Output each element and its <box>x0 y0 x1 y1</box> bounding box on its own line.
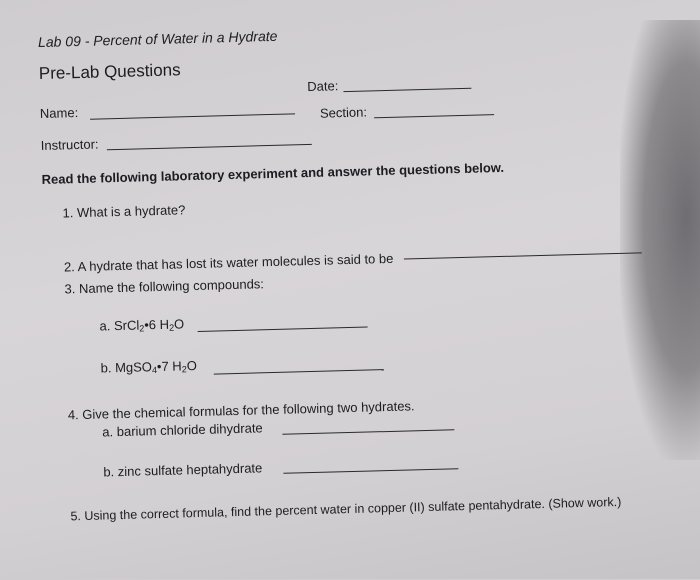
item-letter: a. <box>102 424 114 440</box>
q4-item-b <box>103 460 262 479</box>
item-letter: b. <box>103 464 115 480</box>
question-number: 5. <box>70 509 82 524</box>
name-field[interactable] <box>90 113 295 119</box>
question-2 <box>64 251 394 275</box>
date-field[interactable] <box>343 88 471 92</box>
question-text: A hydrate that has lost its water molecules is said to be <box>77 250 394 275</box>
question-number: 1. <box>62 205 74 221</box>
q4a-answer-line[interactable] <box>282 429 454 435</box>
q2-answer-line[interactable] <box>404 252 642 259</box>
item-text: barium chloride dihydrate <box>116 420 263 440</box>
section-label: Section: <box>319 104 368 121</box>
question-number: 2. <box>63 259 75 275</box>
q4-item-a <box>102 420 263 439</box>
formula: MgSO$_4$•7 $H_2O$ <box>114 358 198 376</box>
question-number: 3. <box>64 281 76 297</box>
question-text: Using the correct formula, find the percent water in copper (II) sulfate pentahydrate. (Show work.) <box>84 494 622 523</box>
q3-item-a <box>99 316 184 334</box>
question-1 <box>62 202 185 220</box>
q3-item-b <box>100 358 197 377</box>
question-text: What is a hydrate? <box>76 202 186 221</box>
instructor-label: Instructor: <box>40 136 99 154</box>
section-field[interactable] <box>374 114 494 118</box>
q3b-answer-line[interactable] <box>214 369 384 374</box>
instructor-field[interactable] <box>107 144 312 150</box>
name-label: Name: <box>39 105 79 122</box>
q3a-answer-line[interactable] <box>198 327 368 332</box>
question-4 <box>68 398 415 422</box>
question-3 <box>64 276 264 296</box>
question-text: Name the following compounds: <box>78 276 265 297</box>
question-number: 4. <box>67 407 79 423</box>
question-5 <box>70 495 621 523</box>
lab-title: Lab 09 - Percent of Water in a Hydrate <box>37 27 278 51</box>
item-text: zinc sulfate heptahydrate <box>117 460 263 480</box>
question-text: Give the chemical formulas for the following two hydrates. <box>82 398 415 423</box>
prelab-title: Pre-Lab Questions <box>38 60 181 84</box>
item-letter: b. <box>100 360 112 376</box>
formula: SrCl$_2$•6 $H_2O$ <box>113 316 185 334</box>
instructions: Read the following laboratory experiment and answer the questions below. <box>41 159 505 188</box>
date-label: Date: <box>307 78 339 95</box>
item-letter: a. <box>99 318 111 334</box>
q4b-answer-line[interactable] <box>283 468 458 474</box>
